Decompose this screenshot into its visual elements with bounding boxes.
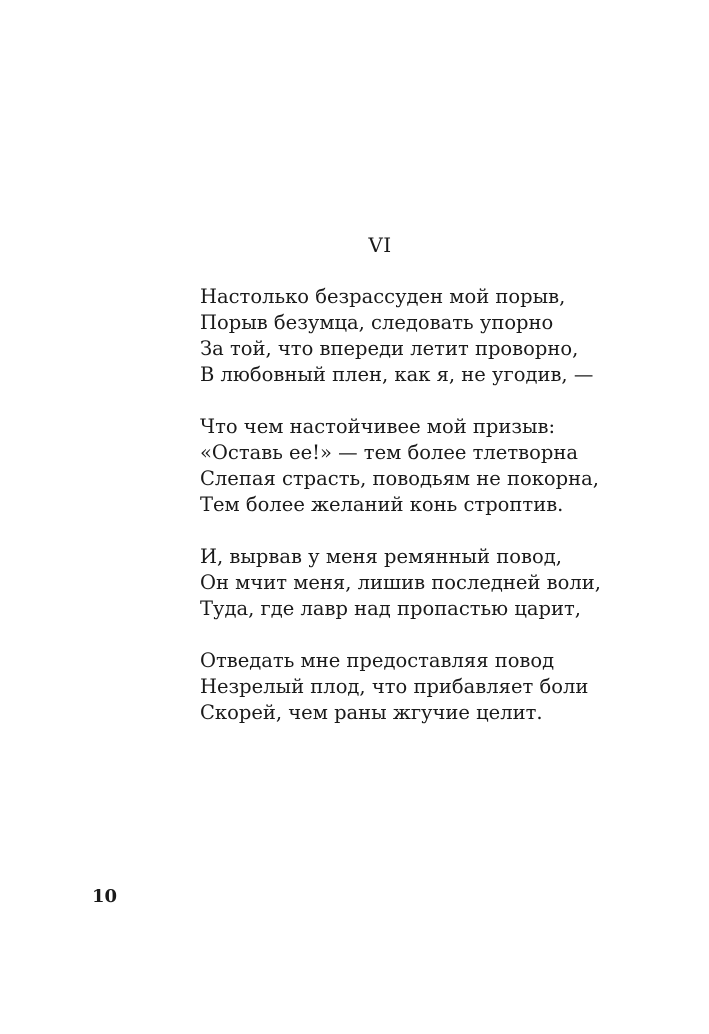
poem-title: VI <box>368 233 392 257</box>
poem-line: Тем более желаний конь строптив. <box>200 493 564 516</box>
poem-line: Слепая страсть, поводьям не покорна, <box>200 467 599 490</box>
stanza <box>200 414 660 518</box>
stanza <box>200 648 660 726</box>
poem-line: В любовный плен, как я, не угодив, — <box>200 363 594 386</box>
stanza <box>200 284 660 388</box>
stanza <box>200 544 660 622</box>
poem-line: За той, что впереди летит проворно, <box>200 337 579 360</box>
poem-line: Что чем настойчивее мой призыв: <box>200 415 556 438</box>
poem-line: И, вырвав у меня ремянный повод, <box>200 545 562 568</box>
poem-line: Незрелый плод, что прибавляет боли <box>200 675 589 698</box>
poem-line: «Оставь ее!» — тем более тлетворна <box>200 441 578 464</box>
poem-line: Настолько безрассуден мой порыв, <box>200 285 566 308</box>
poem-line: Туда, где лавр над пропастью царит, <box>200 597 581 620</box>
poem-line: Отведать мне предоставляя повод <box>200 649 555 672</box>
poem-line: Скорей, чем раны жгучие целит. <box>200 701 543 724</box>
poem-line: Он мчит меня, лишив последней воли, <box>200 571 601 594</box>
page-number: 10 <box>92 886 118 907</box>
poem-line: Порыв безумца, следовать упорно <box>200 311 554 334</box>
poem-body <box>200 284 660 752</box>
